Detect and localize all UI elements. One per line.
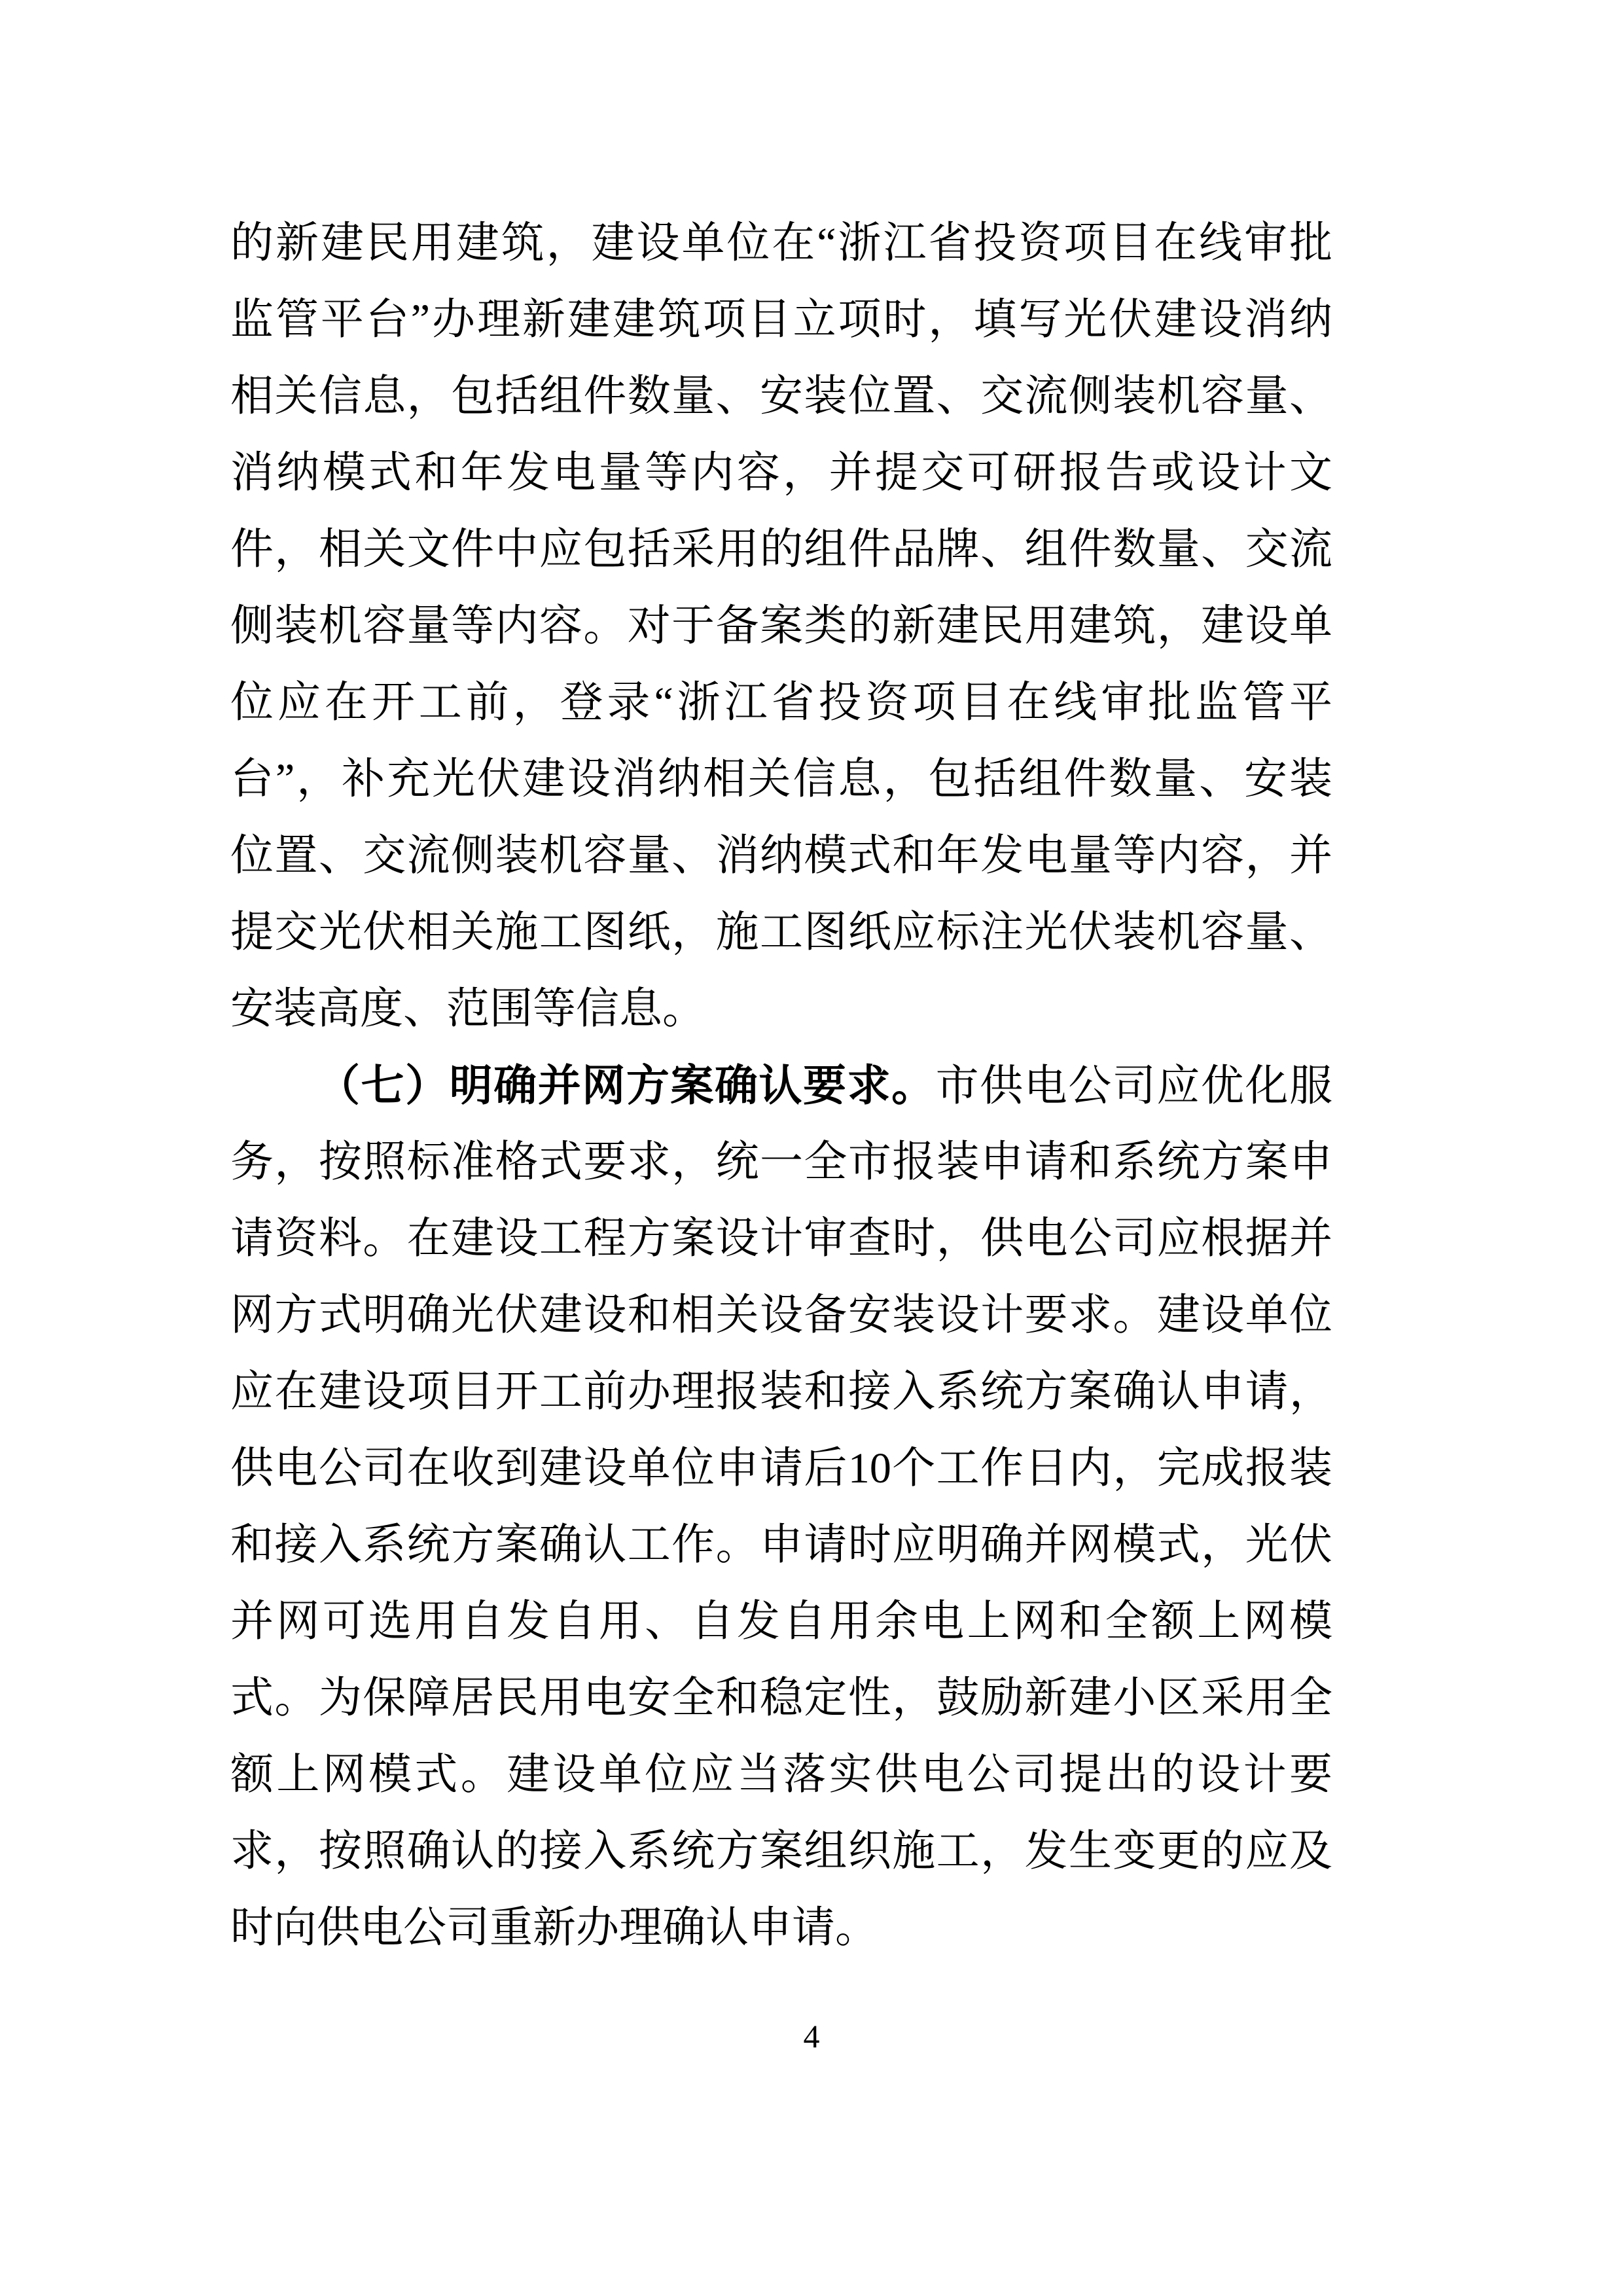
body-line: 安装高度、范围等信息。 bbox=[230, 985, 705, 1033]
body-line: 的新建民用建筑，建设单位在“浙江省投资项目在线审批 bbox=[230, 219, 1332, 267]
clause-heading: （七）明确并网方案确认要求。 bbox=[317, 1061, 936, 1109]
body-line: 请资料。在建设工程方案设计审查时，供电公司应根据并 bbox=[230, 1215, 1332, 1263]
body-line: 应在建设项目开工前办理报装和接入系统方案确认申请， bbox=[230, 1368, 1332, 1416]
body-text bbox=[230, 205, 1332, 1966]
body-line: 位应在开工前，登录“浙江省投资项目在线审批监管平 bbox=[230, 679, 1332, 726]
body-line: 额上网模式。建设单位应当落实供电公司提出的设计要 bbox=[230, 1751, 1332, 1799]
body-line: 供电公司在收到建设单位申请后10个工作日内，完成报装 bbox=[230, 1444, 1332, 1492]
body-line: 件，相关文件中应包括采用的组件品牌、组件数量、交流 bbox=[230, 526, 1332, 573]
body-line: 时向供电公司重新办理确认申请。 bbox=[230, 1904, 878, 1952]
clause-heading-tail: 市供电公司应优化服 bbox=[935, 1062, 1333, 1110]
body-line: 相关信息，包括组件数量、安装位置、交流侧装机容量、 bbox=[230, 372, 1332, 420]
body-line: 消纳模式和年发电量等内容，并提交可研报告或设计文 bbox=[230, 449, 1332, 497]
body-line: 提交光伏相关施工图纸，施工图纸应标注光伏装机容量、 bbox=[230, 908, 1332, 956]
body-line: 并网可选用自发自用、自发自用余电上网和全额上网模 bbox=[230, 1598, 1332, 1645]
page-number: 4 bbox=[803, 2018, 820, 2054]
body-line: 务，按照标准格式要求，统一全市报装申请和系统方案申 bbox=[230, 1138, 1332, 1186]
body-line: 监管平台”办理新建建筑项目立项时，填写光伏建设消纳 bbox=[230, 296, 1332, 344]
body-line: 和接入系统方案确认工作。申请时应明确并网模式，光伏 bbox=[230, 1521, 1332, 1569]
body-line: 侧装机容量等内容。对于备案类的新建民用建筑，建设单 bbox=[230, 602, 1332, 650]
body-line: 求，按照确认的接入系统方案组织施工，发生变更的应及 bbox=[230, 1827, 1332, 1875]
body-line: 网方式明确光伏建设和相关设备安装设计要求。建设单位 bbox=[230, 1291, 1332, 1339]
body-line: 台”，补充光伏建设消纳相关信息，包括组件数量、安装 bbox=[230, 755, 1332, 803]
body-line-clause bbox=[230, 1047, 1332, 1124]
body-line: 式。为保障居民用电安全和稳定性，鼓励新建小区采用全 bbox=[230, 1674, 1332, 1722]
body-line: 位置、交流侧装机容量、消纳模式和年发电量等内容，并 bbox=[230, 832, 1332, 880]
